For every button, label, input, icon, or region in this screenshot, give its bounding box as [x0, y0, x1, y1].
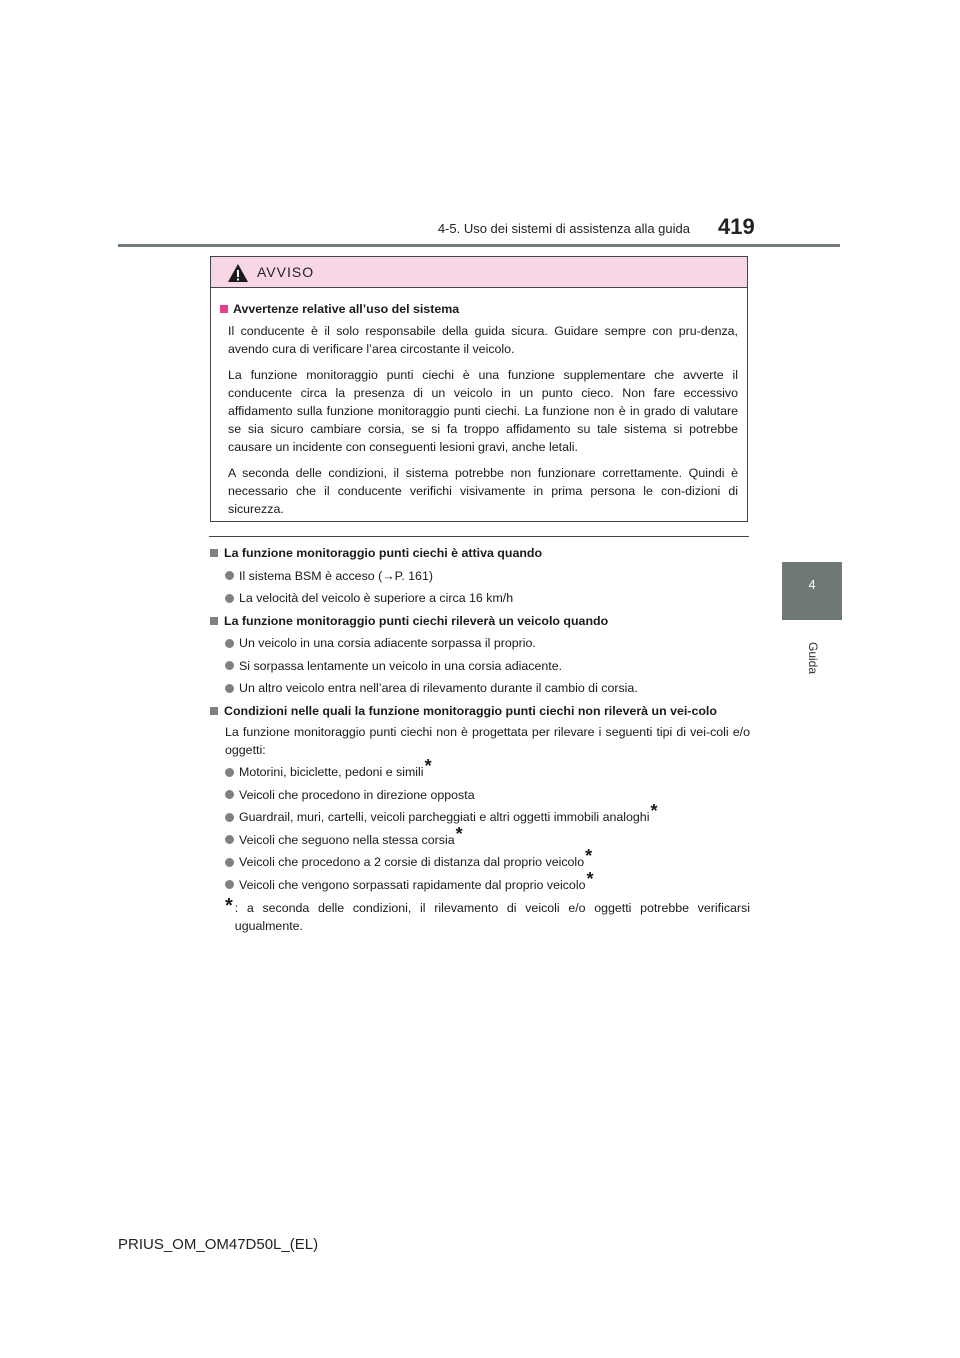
bullet-dot-icon [225, 768, 234, 777]
list-item [225, 634, 750, 652]
section-heading [210, 544, 750, 562]
list-item-text: Guardrail, muri, cartelli, veicoli parcheggiati e altri oggetti immobili analoghi [239, 810, 650, 824]
bullet-dot-icon [225, 835, 234, 844]
list-item-text: Il sistema BSM è acceso (→P. 161) [239, 568, 433, 583]
warning-paragraph: La funzione monitoraggio punti ciechi è una funzione supplementare che avverte il conducente circa la presenza di un veicolo in un punto cieco. Non fare eccessivo affidamento sulla funzione monitoraggio punti ciechi. La funzione non è in grado di valutare se sia sicuro cambiare corsia, se si fa troppo affidamento su tale sistema si potrebbe causare un incidente con conseguenti lesioni gravi, anche letali. [228, 368, 738, 454]
section-heading-text: Condizioni nelle quali la funzione monitoraggio punti ciechi non rileverà un vei-colo [224, 703, 717, 718]
warning-heading-text: Avvertenze relative all’uso del sistema [233, 302, 460, 316]
bullet-dot-icon [225, 594, 234, 603]
list-item-text: Un veicolo in una corsia adiacente sorpassa il proprio. [239, 636, 536, 650]
chapter-label [803, 628, 823, 688]
section-heading [210, 702, 750, 720]
warning-header [211, 257, 747, 288]
list-item-text: Veicoli che vengono sorpassati rapidamente dal proprio veicolo [239, 877, 586, 892]
list-item [225, 846, 750, 871]
list-item [225, 756, 750, 781]
list-item-text: Un altro veicolo entra nell’area di rilevamento durante il cambio di corsia. [239, 681, 638, 695]
list-item [225, 868, 750, 894]
list-item [225, 657, 750, 675]
section-title: 4-5. Uso dei sistemi di assistenza alla guida [437, 221, 690, 236]
warning-triangle-icon [227, 263, 249, 283]
warning-paragraph: A seconda delle condizioni, il sistema potrebbe non funzionare correttamente. Quindi è necessario che il conducente verifichi visivamente in prima persona le con-dizioni di sicurezza. [228, 466, 738, 516]
list-item [225, 823, 750, 849]
warning-box [210, 256, 748, 522]
bullet-dot-icon [225, 639, 234, 648]
chapter-number: 4 [808, 577, 816, 592]
list-item-text: Veicoli che procedono a 2 corsie di distanza dal proprio veicolo [239, 855, 585, 869]
chapter-tab [782, 562, 842, 620]
section-heading [210, 612, 750, 630]
footnote [225, 894, 750, 935]
section-intro: La funzione monitoraggio punti ciechi non è progettata per rilevare i seguenti tipi di vei-coli e/o oggetti: [225, 724, 750, 757]
section-heading-text: La funzione monitoraggio punti ciechi rileverà un veicolo quando [224, 613, 609, 628]
footnote-star: * [225, 894, 233, 917]
bullet-dot-icon [225, 858, 234, 867]
page-number: 419 [718, 214, 755, 239]
bullet-dot-icon [225, 684, 234, 693]
document-code: PRIUS_OM_OM47D50L_(EL) [118, 1236, 319, 1253]
list-item-text: Si sorpassa lentamente un veicolo in una corsia adiacente. [239, 658, 563, 673]
section-divider [209, 536, 749, 537]
footnote-star: * [585, 846, 593, 866]
warning-title: AVVISO [257, 264, 315, 280]
square-bullet-icon [220, 305, 228, 313]
footnote-text: : a seconda delle condizioni, il rilevamento di veicoli e/o oggetti potrebbe verificarsi ugualmente. [234, 900, 750, 933]
warning-heading [220, 300, 738, 318]
list-item-text: Veicoli che procedono in direzione opposta [239, 787, 475, 802]
list-item [225, 589, 750, 607]
list-item [225, 786, 750, 804]
list-item-text: Motorini, biciclette, pedoni e simili [239, 765, 424, 779]
warning-paragraph: Il conducente è il solo responsabile della guida sicura. Guidare sempre con pru-denza, avendo cura di verificare l’area circostante il veicolo. [228, 324, 738, 356]
header-divider [118, 244, 840, 247]
bullet-dot-icon [225, 571, 234, 580]
main-content [210, 544, 750, 935]
footnote-star: * [424, 756, 432, 776]
bullet-dot-icon [225, 880, 234, 889]
chapter-label-text: Guida [806, 641, 820, 675]
warning-body [211, 288, 747, 518]
list-item [225, 801, 750, 826]
footnote-star: * [650, 801, 658, 821]
footnote-star: * [455, 823, 463, 844]
bullet-dot-icon [225, 813, 234, 822]
list-item-text: La velocità del veicolo è superiore a circa 16 km/h [239, 591, 514, 605]
bullet-dot-icon [225, 661, 234, 670]
list-item [225, 679, 750, 697]
list-item-text: Veicoli che seguono nella stessa corsia [239, 832, 455, 847]
section-heading-text: La funzione monitoraggio punti ciechi è attiva quando [224, 546, 543, 560]
square-bullet-icon [210, 617, 218, 625]
square-bullet-icon [210, 707, 218, 715]
list-item [225, 567, 750, 585]
footnote-star: * [586, 868, 594, 889]
square-bullet-icon [210, 549, 218, 557]
bullet-dot-icon [225, 790, 234, 799]
